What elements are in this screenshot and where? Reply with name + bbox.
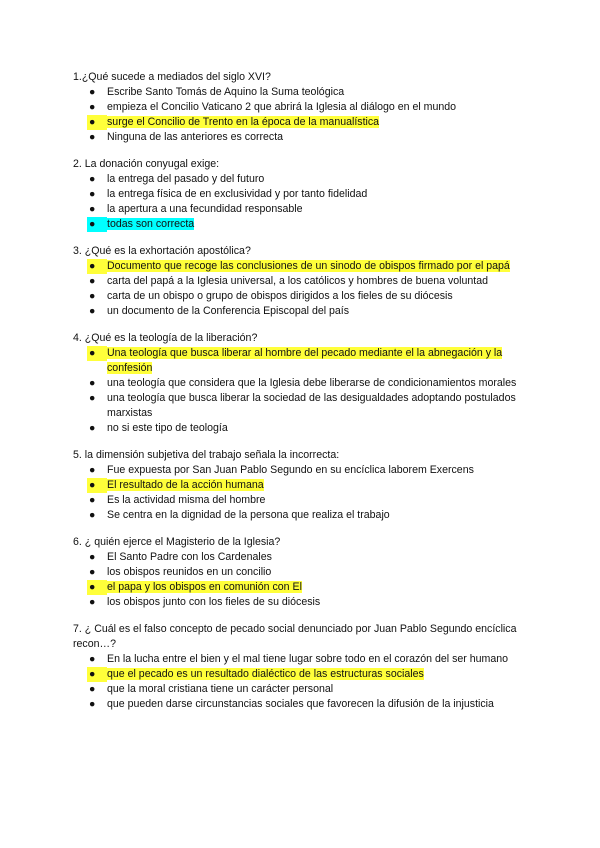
bullet-icon: ● <box>89 509 96 521</box>
answer-text: los obispos junto con los fieles de su diócesis <box>107 596 321 608</box>
answer-text: Ninguna de las anteriores es correcta <box>107 131 284 143</box>
highlighted-answer-text: el papa y los obispos en comunión con El <box>107 581 302 593</box>
bullet-icon: ● <box>87 217 107 232</box>
quiz-content <box>73 70 533 724</box>
answer-option <box>73 259 533 274</box>
bullet-icon: ● <box>89 551 96 563</box>
bullet-icon: ● <box>87 115 107 130</box>
bullet-icon: ● <box>89 203 96 215</box>
answer-text: que la moral cristiana tiene un carácter personal <box>107 683 334 695</box>
answer-text: la entrega del pasado y del futuro <box>107 173 265 185</box>
answer-option <box>73 172 533 187</box>
question-title: 1.¿Qué sucede a mediados del siglo XVI? <box>73 71 271 83</box>
bullet-icon: ● <box>89 653 96 665</box>
bullet-icon: ● <box>89 86 96 98</box>
question-2 <box>73 157 533 232</box>
answer-text: los obispos reunidos en un concilio <box>107 566 272 578</box>
bullet-icon: ● <box>89 596 96 608</box>
question-title: 3. ¿Qué es la exhortación apostólica? <box>73 245 251 257</box>
answer-text: Se centra en la dignidad de la persona que realiza el trabajo <box>107 509 390 521</box>
highlighted-answer-text: surge el Concilio de Trento en la época de la manualística <box>107 116 380 128</box>
bullet-icon: ● <box>89 290 96 302</box>
bullet-icon: ● <box>89 101 96 113</box>
question-title: 2. La donación conyugal exige: <box>73 158 220 170</box>
answer-option <box>73 697 533 712</box>
answer-option <box>73 508 533 523</box>
question-5 <box>73 448 533 523</box>
answer-list <box>73 652 533 712</box>
highlighted-answer-text: Una teología que busca liberar al hombre del pecado mediante el la abnegación y la confesión <box>107 347 503 374</box>
bullet-icon: ● <box>87 346 107 361</box>
bullet-icon: ● <box>89 683 96 695</box>
answer-text: no si este tipo de teología <box>107 422 228 434</box>
answer-list <box>73 85 533 145</box>
question-1 <box>73 70 533 145</box>
answer-option <box>73 478 533 493</box>
question-7 <box>73 622 533 712</box>
answer-option <box>73 682 533 697</box>
answer-option <box>73 550 533 565</box>
answer-option <box>73 115 533 130</box>
question-title: 6. ¿ quién ejerce el Magisterio de la Iglesia? <box>73 536 281 548</box>
answer-text: empieza el Concilio Vaticano 2 que abrirá la Iglesia al diálogo en el mundo <box>107 101 457 113</box>
bullet-icon: ● <box>89 566 96 578</box>
answer-text: una teología que considera que la Iglesia debe liberarse de condicionamientos morales <box>107 377 517 389</box>
answer-option <box>73 565 533 580</box>
answer-option <box>73 274 533 289</box>
answer-list <box>73 463 533 523</box>
question-3 <box>73 244 533 319</box>
bullet-icon: ● <box>87 478 107 493</box>
answer-option <box>73 376 533 391</box>
answer-option <box>73 346 533 376</box>
question-title: 7. ¿ Cuál es el falso concepto de pecado social denunciado por Juan Pablo Segundo encíclica recon…? <box>73 623 517 650</box>
answer-option <box>73 202 533 217</box>
answer-text: carta del papá a la Iglesia universal, a los católicos y hombres de buena voluntad <box>107 275 489 287</box>
answer-option <box>73 85 533 100</box>
answer-list <box>73 172 533 232</box>
bullet-icon: ● <box>89 464 96 476</box>
answer-text: carta de un obispo o grupo de obispos dirigidos a los fieles de su diócesis <box>107 290 453 302</box>
bullet-icon: ● <box>89 188 96 200</box>
highlighted-answer-text: que el pecado es un resultado dialéctico de las estructuras sociales <box>107 668 424 680</box>
answer-option <box>73 391 533 421</box>
bullet-icon: ● <box>87 667 107 682</box>
bullet-icon: ● <box>89 392 96 404</box>
bullet-icon: ● <box>89 422 96 434</box>
answer-option <box>73 217 533 232</box>
highlighted-answer-text: Documento que recoge las conclusiones de un sinodo de obispos firmado por el papá <box>107 260 510 272</box>
answer-text: la entrega física de en exclusividad y por tanto fidelidad <box>107 188 368 200</box>
answer-text: un documento de la Conferencia Episcopal del país <box>107 305 350 317</box>
answer-option <box>73 421 533 436</box>
answer-text: En la lucha entre el bien y el mal tiene lugar sobre todo en el corazón del ser humano <box>107 653 509 665</box>
answer-text: Escribe Santo Tomás de Aquino la Suma teológica <box>107 86 345 98</box>
highlighted-answer-text: El resultado de la acción humana <box>107 479 264 491</box>
bullet-icon: ● <box>87 580 107 595</box>
bullet-icon: ● <box>89 377 96 389</box>
answer-option <box>73 100 533 115</box>
answer-text: que pueden darse circunstancias sociales que favorecen la difusión de la injusticia <box>107 698 494 710</box>
answer-text: una teología que busca liberar la sociedad de las desigualdades adoptando postulados marxistas <box>107 392 516 419</box>
answer-option <box>73 187 533 202</box>
bullet-icon: ● <box>89 494 96 506</box>
bullet-icon: ● <box>89 698 96 710</box>
answer-list <box>73 346 533 436</box>
answer-text: El Santo Padre con los Cardenales <box>107 551 272 563</box>
answer-option <box>73 580 533 595</box>
answer-option <box>73 652 533 667</box>
highlighted-answer-text: todas son correcta <box>107 218 195 230</box>
answer-option <box>73 493 533 508</box>
answer-option <box>73 463 533 478</box>
bullet-icon: ● <box>89 131 96 143</box>
answer-text: la apertura a una fecundidad responsable <box>107 203 303 215</box>
bullet-icon: ● <box>89 275 96 287</box>
answer-text: Fue expuesta por San Juan Pablo Segundo en su encíclica laborem Exercens <box>107 464 474 476</box>
question-4 <box>73 331 533 436</box>
bullet-icon: ● <box>87 259 107 274</box>
bullet-icon: ● <box>89 173 96 185</box>
answer-option <box>73 130 533 145</box>
answer-text: Es la actividad misma del hombre <box>107 494 266 506</box>
answer-option <box>73 595 533 610</box>
question-title: 4. ¿Qué es la teología de la liberación? <box>73 332 258 344</box>
answer-option <box>73 289 533 304</box>
answer-option <box>73 304 533 319</box>
question-6 <box>73 535 533 610</box>
bullet-icon: ● <box>89 305 96 317</box>
answer-list <box>73 259 533 319</box>
answer-option <box>73 667 533 682</box>
answer-list <box>73 550 533 610</box>
question-title: 5. la dimensión subjetiva del trabajo señala la incorrecta: <box>73 449 340 461</box>
